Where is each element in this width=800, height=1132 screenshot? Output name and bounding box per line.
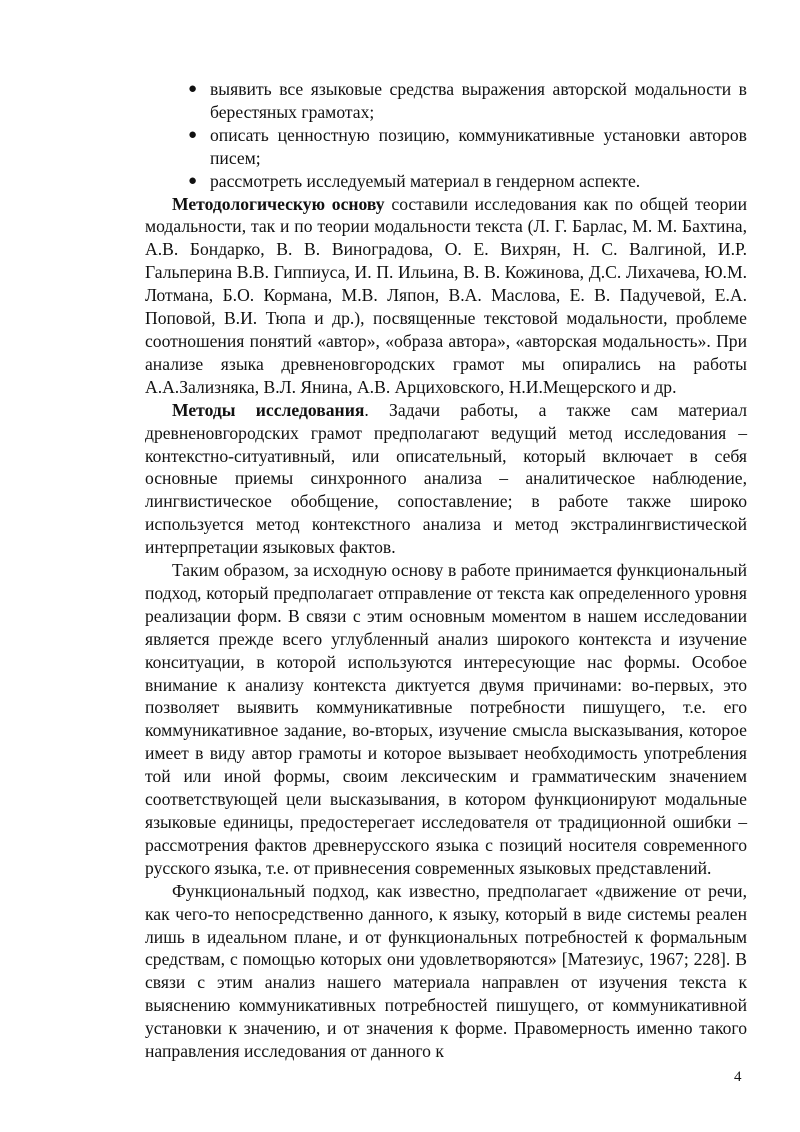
task-list: [145, 78, 747, 193]
methodology-paragraph: [145, 193, 747, 399]
list-item: [145, 78, 747, 124]
paragraph-text: Таким образом, за исходную основу в работе принимается функциональный подход, который предполагает отправление от текста как определенного уровня реализации форм. В связи с этим основным моментом в нашем исследовании является прежде всего углубленный анализ широкого контекста и изучение конситуации, в которой используются интересующие нас формы. Особое внимание к анализу контекста диктуется двумя причинами: во-первых, это позволяет выявить коммуникативные потребности пишущего, т.е. его коммуникативное задание, во-вторых, изучение смысла высказывания, которое имеет в виду автор грамоты и которое вызывает необходимость употребления той или иной формы, своим лексическим и грамматическим значением соответствующей цели высказывания, в котором функционируют модальные языковые единицы, предостерегает исследователя от традиционной ошибки – рассмотрения фактов древнерусского языка с позиций носителя современного русского языка, т.е. от привнесения современных языковых представлений.: [145, 560, 747, 878]
list-item: [145, 124, 747, 170]
list-item-text: рассмотреть исследуемый материал в гендерном аспекте.: [210, 170, 641, 191]
paragraph-text: Функциональный подход, как известно, предполагает «движение от речи, как чего-то непосредственно данного, к языку, который в виде системы реален лишь в идеальном плане, и от функциональных потребностей к формальным средствам, с помощью которых они удовлетворяются» [Матезиус, 1967; 228]. В связи с этим анализ нашего материала направлен от изучения текста к выяснению коммуникативных потребностей пишущего, от коммуникативной установки к значению, и от значения к форме. Правомерность именно такого направления исследования от данного к: [145, 880, 747, 1062]
methods-paragraph: [145, 399, 747, 559]
paragraph-lead: Методологическую основу: [172, 193, 385, 214]
bullet-icon: ●: [188, 172, 198, 189]
list-item-text: выявить все языковые средства выражения авторской модальности в берестяных грамотах;: [210, 79, 747, 122]
approach-paragraph: [145, 559, 747, 880]
list-item: [145, 170, 747, 193]
paragraph-lead: Методы исследования: [172, 399, 365, 420]
functional-approach-paragraph: [145, 880, 747, 1063]
page-content: [145, 78, 747, 1063]
page-number: 4: [734, 1069, 742, 1085]
paragraph-text: составили исследования как по общей теории модальности, так и по теории модальности текста (Л. Г. Барлас, М. М. Бахтина, А.В. Бондарко, В. В. Виноградова, О. Е. Вихрян, Н. С. Валгиной, И.Р. Гальперина В.В. Гиппиуса, И. П. Ильина, В. В. Кожинова, Д.С. Лихачева, Ю.М. Лотмана, Б.О. Кормана, М.В. Ляпон, В.А. Маслова, Е. В. Падучевой, Е.А. Поповой, В.И. Тюпа и др.), посвященные текстовой модальности, проблеме соотношения понятий «автор», «образа автора», «авторская модальность». При анализе языка древненовгородских грамот мы опирались на работы А.А.Зализняка, В.Л. Янина, А.В. Арциховского, Н.И.Мещерского и др.: [145, 193, 747, 397]
bullet-icon: ●: [188, 126, 198, 143]
bullet-icon: ●: [188, 81, 198, 97]
paragraph-text: . Задачи работы, а также сам материал древненовгородских грамот предполагают ведущий метод исследования – контекстно-ситуативный, или описательный, который включает в себя основные приемы синхронного анализа – аналитическое наблюдение, лингвистическое обобщение, сопоставление; в работе также широко используется метод контекстного анализа и метод экстралингвистической интерпретации языковых фактов.: [145, 399, 747, 558]
list-item-text: описать ценностную позицию, коммуникативные установки авторов писем;: [210, 124, 747, 168]
